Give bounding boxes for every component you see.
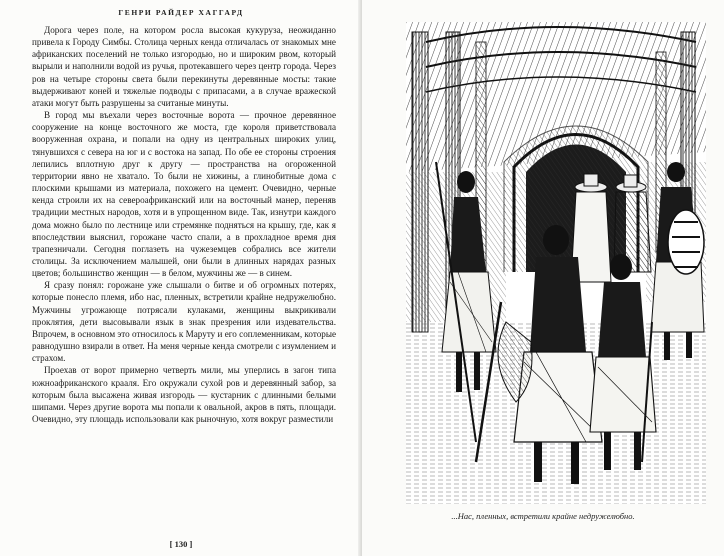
paragraph: В город мы въехали через восточные ворота — прочное деревянное сооружение на конце восточного же моста, где короля приветствовала вооруженная охрана, и попали на одну из центральных широких улиц, тянувшихся с севера на юг и с востока на запад. По обе ее стороны строения лепились вплотную друг к другу — пространства на огороженной территории явно не хватало. То были не хижины, а глинобитные дома с плоскими крышами из материала, похожего на цемент. Очевидно, черные кенда строили их на североафриканский или на восточный манер, переняв традиции местных народов, хотя и в упрощенном виде. Так, изнутри каждого дома можно было по лестнице или стремянке подняться на крышу, где, как я впоследствии выяснил, горожане часто спали, а в прохладное время дня трапезничали. Сегодня поглазеть на чужеземцев собрались все жители столицы. За исключением малышей, они были в длинных нарядах разных цветов; большинство женщин — в белом, мужчины же — в синем. (32, 110, 336, 279)
paragraph: Дорога через поле, на котором росла высокая кукуруза, неожиданно привела к Городу Симбы. Столица черных кенда отличалась от знакомых мне африканских поселений не только изгородью, но и широким рвом, который вырыли и наполнили водой из ручья, протекавшего через центр города. Через ров на четыре стороны света были перекинуты деревянные мосты: такие выдерживают коней и тяжелые подводы с припасами, а в случае вражеской атаки могут быть разрушены за считаные минуты. (32, 25, 336, 108)
illustration-caption: ...Нас, пленных, встретили крайне недружелюбно. (451, 511, 635, 521)
body-text (32, 24, 336, 425)
page-number: [ 130 ] (169, 539, 193, 549)
gate-scene-drawing (406, 22, 706, 504)
paragraph: Проехав от ворот примерно четверть мили, мы уперлись в загон типа южноафриканского крааля. Его окружали сухой ров и деревянный забор, за которым была высажена живая изгородь — кустарник с длинными белыми шипами. Через другие ворота мы попали к овальной, акров в пять, площади. Очевидно, эту площадь использовали как рыночную, хотя вокруг разместили (32, 365, 336, 424)
paragraph: Я сразу понял: горожане уже слышали о битве и об огромных потерях, которые понесло племя, ибо нас, пленных, встретили крайне недружелюбно. Мужчины угрожающе потрясали кулаками, женщины выкрикивали проклятия, дети высовывали язык в знак презрения или издевательства. Впрочем, в основном это относилось к Маруту и его соплеменникам, которые равнодушно взирали в ответ. На меня черные кенда смотрели с изумлением и страхом. (32, 280, 336, 364)
running-head: ГЕНРИ РАЙДЕР ХАГГАРД (118, 8, 244, 17)
engraving-illustration (406, 22, 706, 504)
